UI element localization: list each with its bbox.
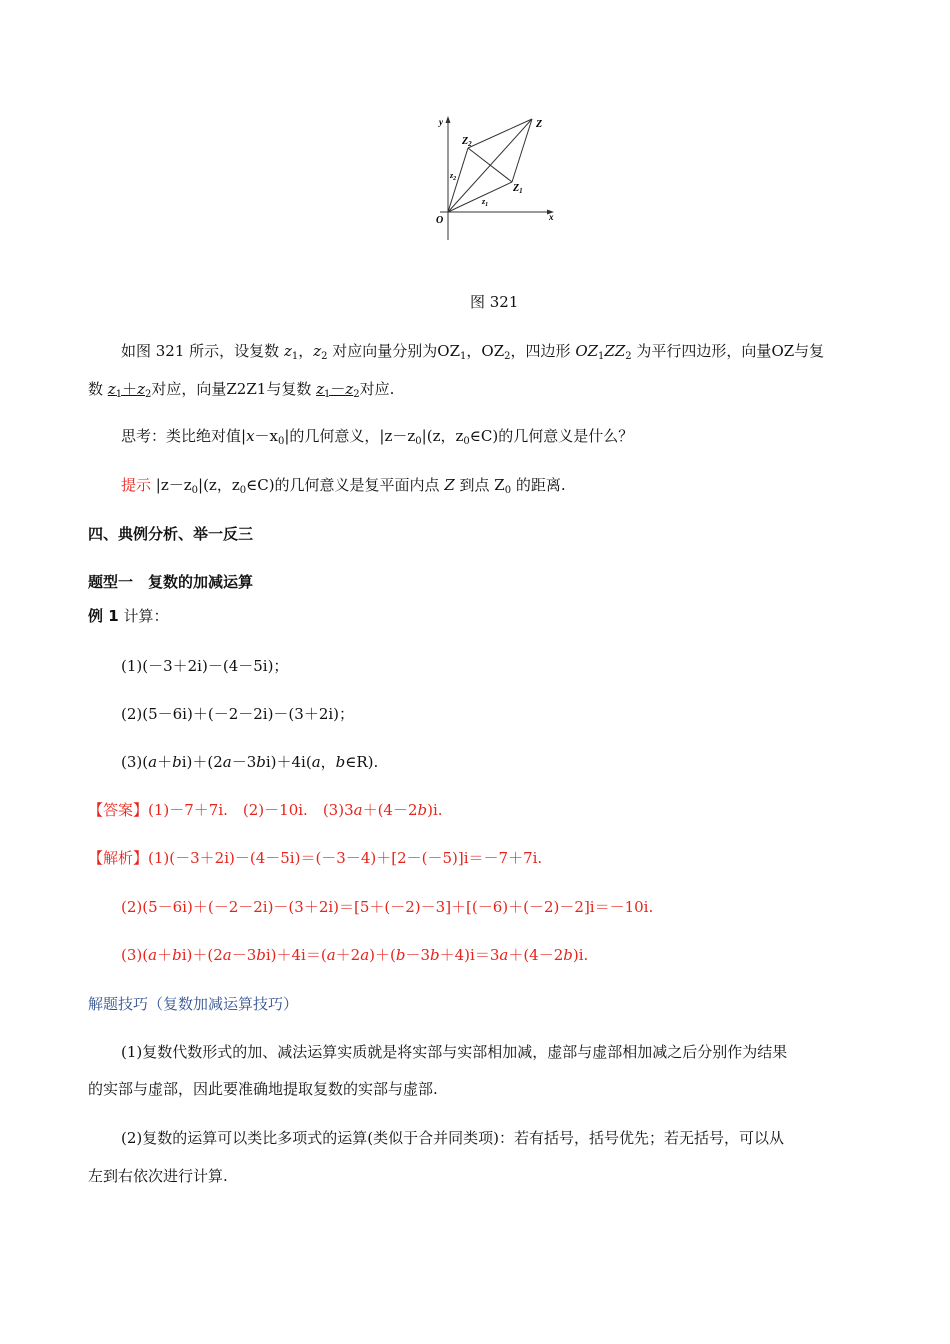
example-line: 例 1 计算： — [88, 607, 169, 625]
parallelogram-figure — [420, 110, 570, 245]
y-label: y — [439, 117, 443, 127]
vector-oz1 — [448, 182, 512, 212]
think-question: 思考：类比绝对值$|x-x_0|$的几何意义，$|z-z_0|(z$，$z_0\in C$)的几何意义是什么？ — [121, 427, 634, 447]
analysis-label: 【解析】 — [88, 849, 149, 867]
type-heading: 题型一 复数的加减运算 — [88, 573, 254, 591]
tip-1-line-2: 的实部与虚部，因此要准确地提取复数的实部与虚部. — [88, 1080, 438, 1098]
tips-title: 解题技巧（复数加减运算技巧） — [88, 995, 299, 1013]
hint-line: 提示 $|z-z_0|(z$，$z_0\in C$)的几何意义是复平面内点 Z 到点 $Z_0$ 的距离. — [121, 476, 566, 496]
vector-oz2 — [448, 148, 468, 212]
tip-2-line-1: (2)复数的运算可以类比多项式的运算(类似于合并同类项)：若有括号，括号优先；若无括号，可以从 — [121, 1129, 784, 1147]
vector-z2-label: $z_2$ — [450, 171, 457, 182]
answer-label: 【答案】 — [88, 801, 149, 819]
intro-line-1: 如图 321 所示，设复数 $z_1$，$z_2$ 对应向量分别为$OZ_1$，$OZ_2$，四边形 $OZ_1ZZ_2$ 为平行四边形，向量OZ与复 — [121, 342, 825, 362]
tip-1-line-1: (1)复数代数形式的加、减法运算实质就是将实部与实部相加减，虚部与虚部相加减之后分别作为结果 — [121, 1043, 788, 1061]
tip-2-line-2: 左到右依次进行计算. — [88, 1167, 228, 1185]
section-heading: 四、典例分析、举一反三 — [88, 525, 254, 543]
analysis-line-1: 【解析】(1)(－3＋2i)－(4－5i)＝(－3－4)＋[2－(－5)]i＝－7＋7i. — [88, 849, 543, 867]
point-z-label: Z — [536, 119, 543, 130]
answer-line: 【答案】(1)－7＋7i. (2)－10i. (3)3a＋(4－2b)i. — [88, 801, 443, 819]
problem-3: (3)(a＋bi)＋(2a－3bi)＋4i(a，b∈R). — [121, 753, 379, 771]
point-z2-label: $Z_2$ — [462, 136, 472, 148]
side-z2z — [468, 119, 532, 148]
example-label: 例 1 — [88, 607, 119, 625]
point-z1-label: $Z_1$ — [513, 183, 523, 195]
intro-line-2: 数 $z_1+z_2$对应，向量Z2Z1与复数 $z_1-z_2$对应. — [88, 380, 395, 400]
diagonal-z2z1 — [468, 148, 512, 182]
analysis-line-3: (3)(a＋bi)＋(2a－3bi)＋4i＝(a＋2a)＋(b－3b＋4)i＝3a＋(4－2b)i. — [121, 946, 589, 964]
problem-1: (1)(－3＋2i)－(4－5i)； — [121, 657, 289, 675]
y-axis-arrow — [446, 116, 451, 123]
x-label: x — [549, 212, 554, 222]
analysis-line-2: (2)(5－6i)＋(－2－2i)－(3＋2i)＝[5＋(－2)－3]＋[(－6)＋(－2)－2]i＝－10i. — [121, 898, 654, 916]
origin-label: O — [436, 215, 444, 226]
figure-caption: 图 321 — [470, 293, 519, 311]
problem-2: (2)(5－6i)＋(－2－2i)－(3＋2i)； — [121, 705, 355, 723]
vector-z1-label: $z_1$ — [482, 197, 489, 208]
side-z1z — [512, 119, 532, 182]
hint-label: 提示 — [121, 476, 152, 494]
